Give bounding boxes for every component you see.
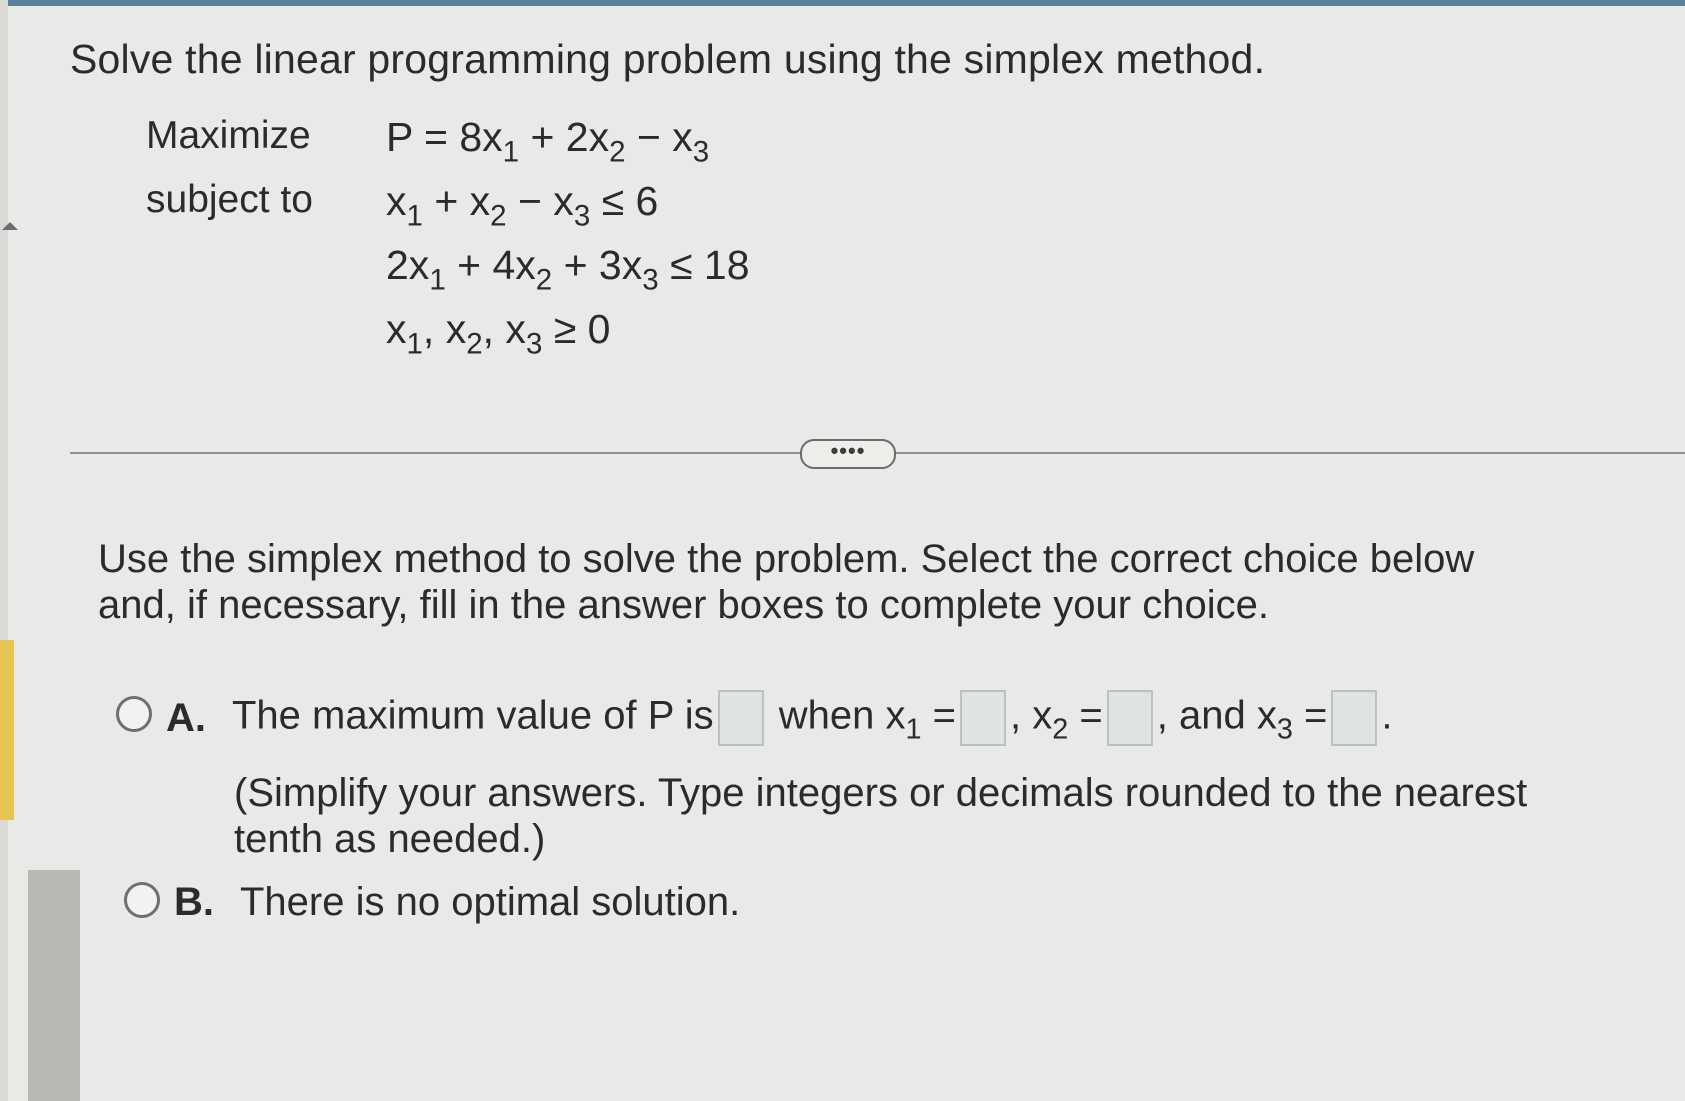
left-accent-bar bbox=[0, 640, 14, 820]
objective-function: $P = 8x_1 + 2x_2 - x_3$ bbox=[386, 114, 710, 169]
choice-a-note: (Simplify your answers. Type integers or decimals rounded to the nearest tenth as needed.) bbox=[234, 771, 1528, 861]
scrollbar-track[interactable] bbox=[28, 870, 80, 1101]
constraint-nonnegativity: $x_1$, $x_2$, $x_3 \ge 0$ bbox=[386, 306, 611, 361]
choice-b-text: There is no optimal solution. bbox=[240, 880, 741, 924]
show-more-button[interactable]: •••• bbox=[800, 439, 896, 469]
choice-a-letter: A. bbox=[166, 696, 206, 740]
constraint-2: $2x_1 + 4x_2 + 3x_3 \le 18$ bbox=[386, 242, 750, 297]
choice-a-statement: The maximum value of P is when $x_1$ = , $x_2$ = , and $x_3$ = . bbox=[232, 690, 1392, 746]
choice-b-letter: B. bbox=[174, 880, 214, 924]
maximize-label: Maximize bbox=[146, 114, 311, 157]
choice-a-radio[interactable] bbox=[116, 696, 152, 732]
constraint-1: $x_1 + x_2 - x_3 \le 6$ bbox=[386, 178, 659, 233]
answer-box-p[interactable] bbox=[718, 690, 764, 746]
choice-b-radio[interactable] bbox=[124, 882, 160, 918]
answer-box-x1[interactable] bbox=[960, 690, 1006, 746]
instructions-text: Use the simplex method to solve the problem. Select the correct choice below and, if necessary, fill in the answer boxes to complete your choice. bbox=[98, 537, 1475, 627]
answer-box-x3[interactable] bbox=[1331, 690, 1377, 746]
answer-box-x2[interactable] bbox=[1107, 690, 1153, 746]
left-edge bbox=[0, 0, 8, 1101]
top-band bbox=[0, 0, 1685, 6]
question-title: Solve the linear programming problem using the simplex method. bbox=[70, 36, 1266, 82]
collapse-arrow-icon[interactable] bbox=[2, 222, 18, 230]
subject-to-label: subject to bbox=[146, 178, 313, 221]
